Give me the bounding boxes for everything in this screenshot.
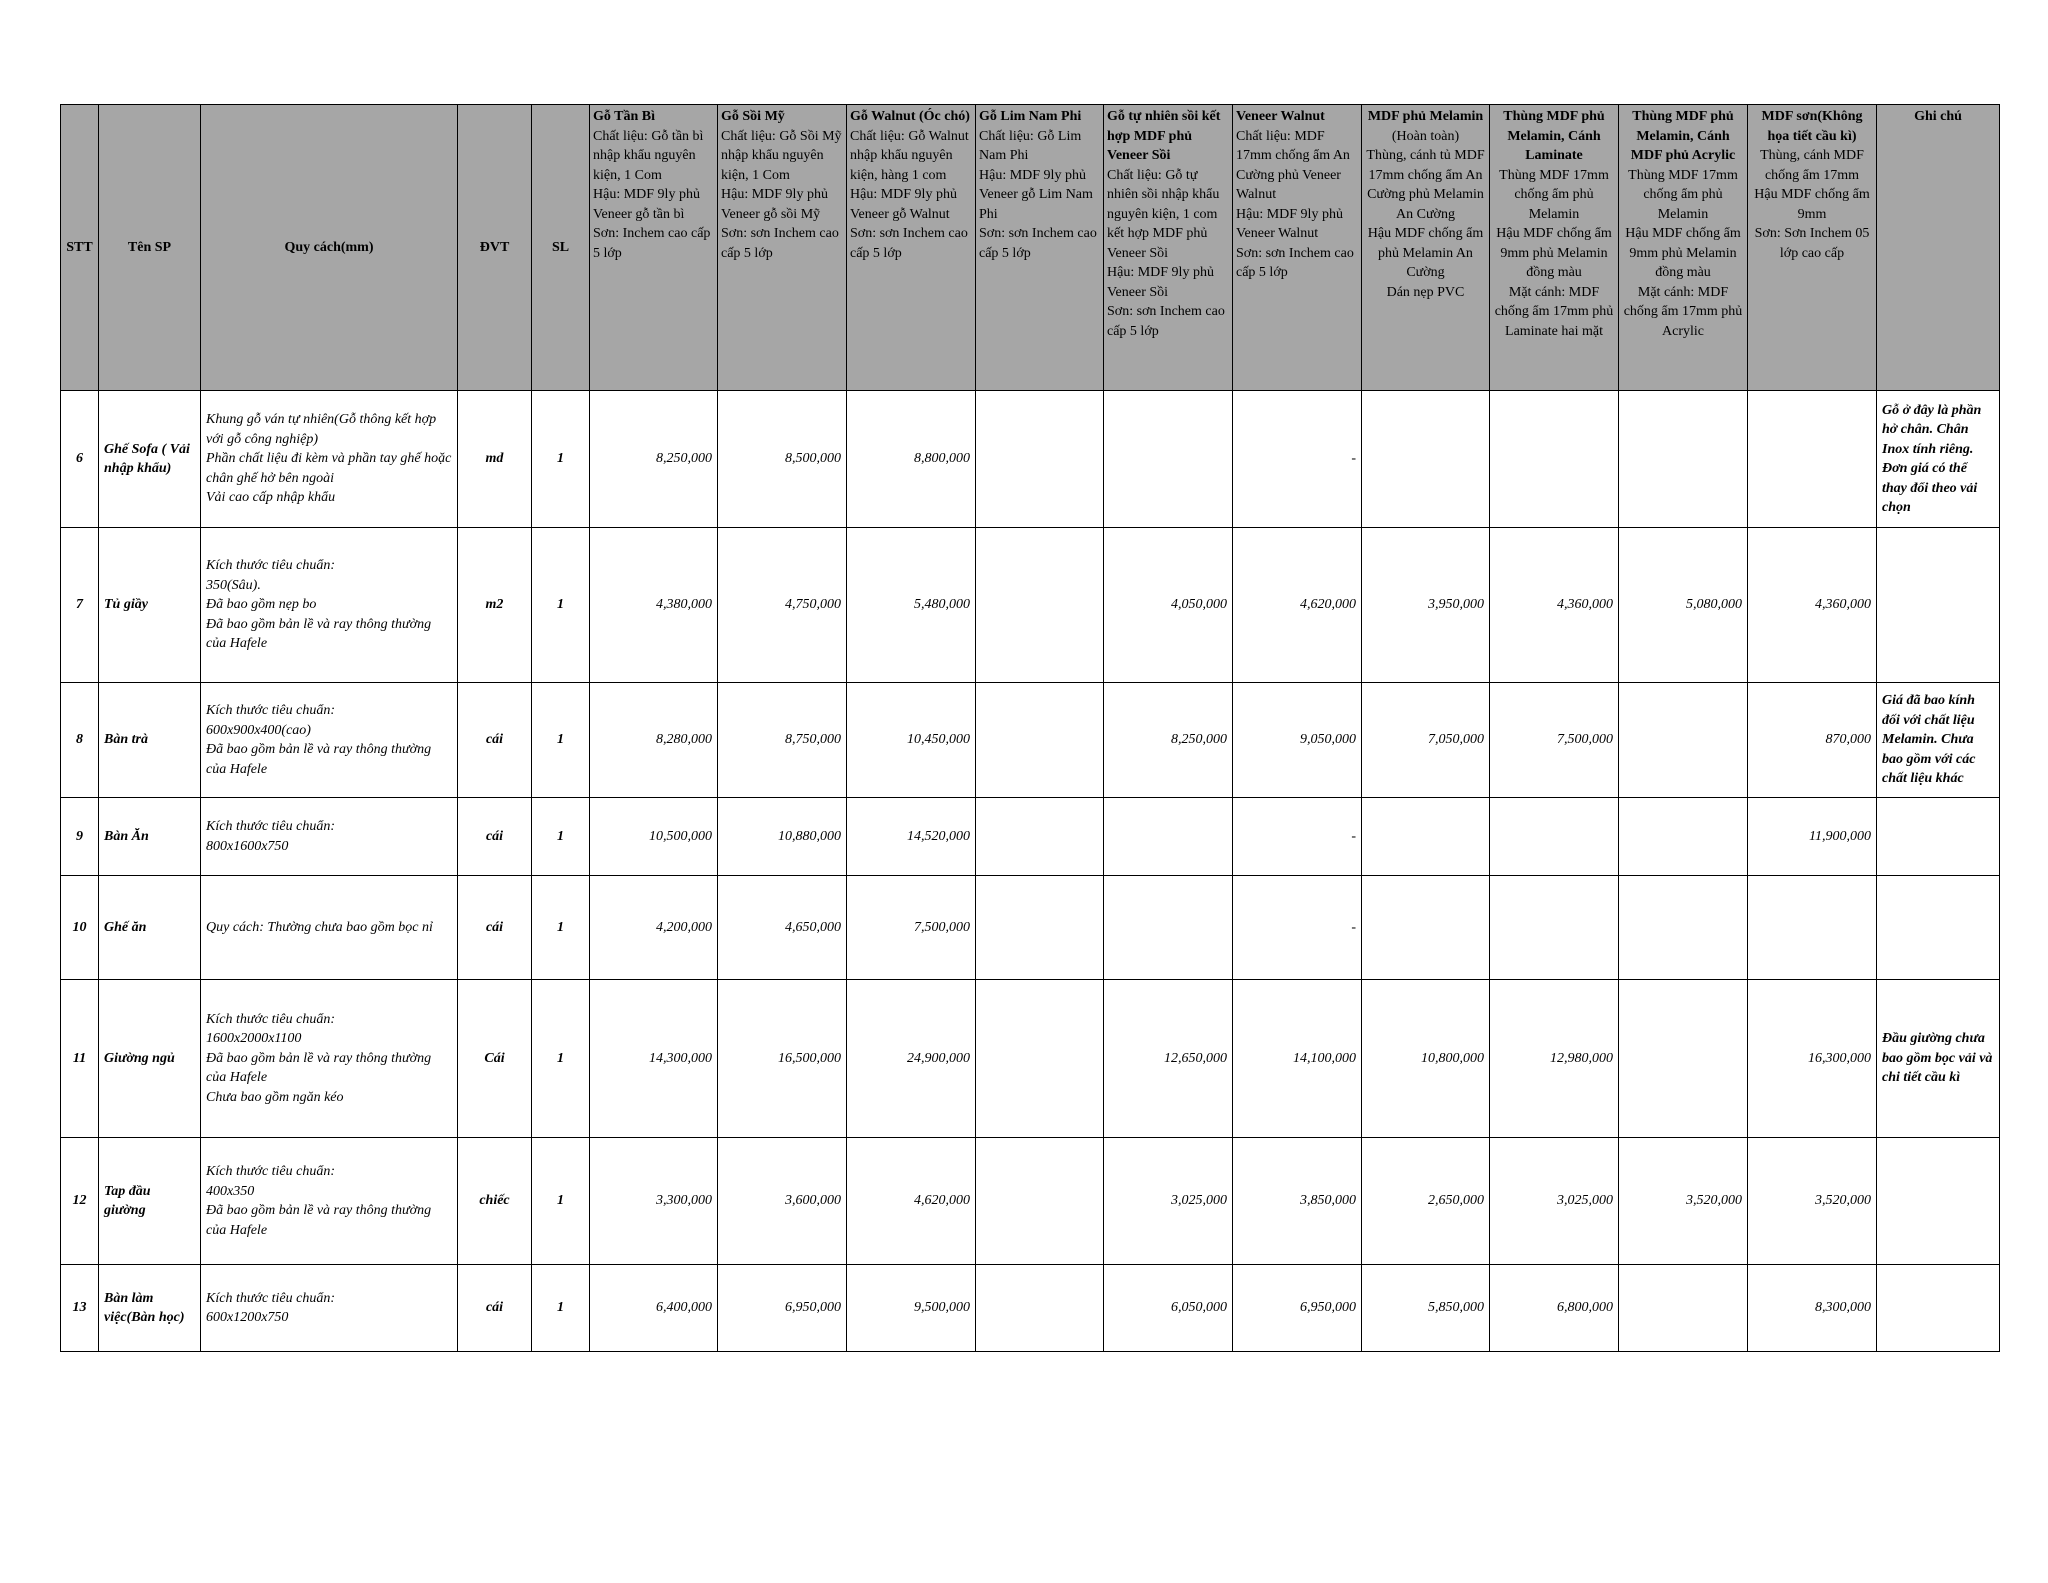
row-note [1877,1138,2000,1265]
row-note [1877,1265,2000,1352]
row-note [1877,876,2000,980]
row-price-4 [976,876,1104,980]
row-price-1: 14,300,000 [590,980,718,1138]
row-spec: Quy cách: Thường chưa bao gồm bọc nỉ [201,876,458,980]
header-material-name: Gỗ Sồi Mỹ [721,109,785,124]
row-price-4 [976,1265,1104,1352]
row-price-7: 5,850,000 [1362,1265,1490,1352]
row-unit: cái [458,683,532,798]
row-product-name: Tủ giầy [99,528,201,683]
row-price-10: 8,300,000 [1748,1265,1877,1352]
row-price-2: 6,950,000 [718,1265,847,1352]
row-price-1: 8,280,000 [590,683,718,798]
row-price-3: 8,800,000 [847,391,976,528]
row-price-6: - [1233,391,1362,528]
header-material-desc: Thùng MDF 17mm chống ẩm phủ Melamin Hậu MDF chống ẩm 9mm phủ Melamin đồng màu Mặt cánh: MDF chống ẩm 17mm phủ Laminate hai mặt [1494,167,1614,339]
row-product-name: Giường ngủ [99,980,201,1138]
row-price-3: 7,500,000 [847,876,976,980]
row-price-3: 5,480,000 [847,528,976,683]
header-material-name: Gỗ Tần Bì [593,109,655,124]
row-price-1: 6,400,000 [590,1265,718,1352]
header-material-name: MDF sơn(Không họa tiết cầu kì) [1761,109,1863,144]
row-unit: md [458,391,532,528]
row-price-9 [1619,391,1748,528]
row-price-10: 16,300,000 [1748,980,1877,1138]
price-table [60,104,2000,1352]
row-product-name: Bàn làm việc(Bàn học) [99,1265,201,1352]
row-stt: 12 [61,1138,99,1265]
header-note: Ghi chú [1877,105,2000,391]
row-qty: 1 [532,1138,590,1265]
row-spec: Kích thước tiêu chuẩn: 600x1200x750 [201,1265,458,1352]
row-product-name: Tap đầu giường [99,1138,201,1265]
row-price-10: 11,900,000 [1748,798,1877,876]
row-price-8 [1490,876,1619,980]
row-price-7: 7,050,000 [1362,683,1490,798]
row-qty: 1 [532,876,590,980]
header-material-6 [1233,105,1362,391]
row-product-name: Bàn trà [99,683,201,798]
header-material-1 [590,105,718,391]
row-price-3: 10,450,000 [847,683,976,798]
row-price-1: 4,380,000 [590,528,718,683]
row-price-5 [1104,391,1233,528]
row-price-3: 9,500,000 [847,1265,976,1352]
header-unit: ĐVT [458,105,532,391]
row-unit: cái [458,1265,532,1352]
row-price-6: - [1233,798,1362,876]
row-stt: 10 [61,876,99,980]
table-row [61,798,2000,876]
row-product-name: Bàn Ăn [99,798,201,876]
row-price-7: 10,800,000 [1362,980,1490,1138]
row-note: Gỗ ở đây là phần hở chân. Chân Inox tính riêng. Đơn giá có thể thay đổi theo vải chọn [1877,391,2000,528]
row-price-2: 3,600,000 [718,1138,847,1265]
row-stt: 13 [61,1265,99,1352]
row-stt: 7 [61,528,99,683]
row-price-6: 6,950,000 [1233,1265,1362,1352]
row-price-2: 10,880,000 [718,798,847,876]
row-price-7: 2,650,000 [1362,1138,1490,1265]
header-material-name: Veneer Walnut [1236,109,1325,124]
row-price-2: 16,500,000 [718,980,847,1138]
header-material-9 [1619,105,1748,391]
row-price-1: 8,250,000 [590,391,718,528]
header-material-name: Gỗ Lim Nam Phi [979,109,1082,124]
row-price-8 [1490,798,1619,876]
header-material-4 [976,105,1104,391]
row-price-5: 3,025,000 [1104,1138,1233,1265]
header-material-desc: Chất liệu: Gỗ Sồi Mỹ nhập khẩu nguyên kiện, 1 Com Hậu: MDF 9ly phủ Veneer gỗ sồi Mỹ Sơn: sơn Inchem cao cấp 5 lớp [721,128,842,261]
header-stt: STT [61,105,99,391]
table-row [61,528,2000,683]
row-spec: Kích thước tiêu chuẩn: 800x1600x750 [201,798,458,876]
header-material-desc: (Hoàn toàn) Thùng, cánh tủ MDF 17mm chống ẩm An Cường phủ Melamin An Cường Hậu MDF chống ẩm phủ Melamin An Cường Dán nẹp PVC [1366,128,1485,300]
row-stt: 8 [61,683,99,798]
table-row [61,683,2000,798]
row-price-9: 3,520,000 [1619,1138,1748,1265]
row-price-1: 10,500,000 [590,798,718,876]
row-price-10 [1748,876,1877,980]
row-price-2: 4,650,000 [718,876,847,980]
row-stt: 11 [61,980,99,1138]
row-price-7: 3,950,000 [1362,528,1490,683]
row-price-2: 8,750,000 [718,683,847,798]
row-qty: 1 [532,798,590,876]
header-material-5 [1104,105,1233,391]
row-price-10: 870,000 [1748,683,1877,798]
row-price-8: 12,980,000 [1490,980,1619,1138]
table-row [61,876,2000,980]
header-product-name: Tên SP [99,105,201,391]
row-stt: 9 [61,798,99,876]
row-price-7 [1362,798,1490,876]
row-note: Đầu giường chưa bao gồm bọc vải và chi tiết cầu kì [1877,980,2000,1138]
header-material-desc: Chất liệu: Gỗ tần bì nhập khẩu nguyên kiện, 1 Com Hậu: MDF 9ly phủ Veneer gỗ tần bì Sơn: Inchem cao cấp 5 lớp [593,128,711,261]
row-price-9: 5,080,000 [1619,528,1748,683]
row-price-6: - [1233,876,1362,980]
row-product-name: Ghế Sofa ( Vải nhập khẩu) [99,391,201,528]
header-spec: Quy cách(mm) [201,105,458,391]
row-price-4 [976,391,1104,528]
row-price-10 [1748,391,1877,528]
row-price-6: 14,100,000 [1233,980,1362,1138]
row-price-7 [1362,391,1490,528]
header-material-desc: Chất liệu: MDF 17mm chống ẩm An Cường phủ Veneer Walnut Hậu: MDF 9ly phủ Veneer Walnut Sơn: sơn Inchem cao cấp 5 lớp [1236,128,1354,280]
row-price-4 [976,683,1104,798]
row-price-5: 12,650,000 [1104,980,1233,1138]
header-material-7 [1362,105,1490,391]
row-price-9 [1619,1265,1748,1352]
header-row [61,105,2000,391]
row-price-6: 9,050,000 [1233,683,1362,798]
row-qty: 1 [532,528,590,683]
header-qty: SL [532,105,590,391]
row-spec: Khung gỗ ván tự nhiên(Gỗ thông kết hợp với gỗ công nghiệp) Phần chất liệu đi kèm và phần tay ghế hoặc chân ghế hở bên ngoài Vải cao cấp nhập khẩu [201,391,458,528]
row-price-4 [976,980,1104,1138]
row-price-9 [1619,798,1748,876]
row-unit: cái [458,876,532,980]
header-material-name: Gỗ tự nhiên sồi kết hợp MDF phủ Veneer Sồi [1107,109,1221,163]
row-qty: 1 [532,980,590,1138]
row-unit: cái [458,798,532,876]
row-price-8 [1490,391,1619,528]
table-row [61,1265,2000,1352]
row-qty: 1 [532,683,590,798]
row-unit: Cái [458,980,532,1138]
row-spec: Kích thước tiêu chuẩn: 600x900x400(cao) Đã bao gồm bản lề và ray thông thường của Hafele [201,683,458,798]
row-price-9 [1619,683,1748,798]
row-price-1: 4,200,000 [590,876,718,980]
header-material-desc: Chất liệu: Gỗ Lim Nam Phi Hậu: MDF 9ly phủ Veneer gỗ Lim Nam Phi Sơn: sơn Inchem cao cấp 5 lớp [979,128,1097,261]
table-row [61,1138,2000,1265]
header-material-desc: Chất liệu: Gỗ Walnut nhập khẩu nguyên kiện, hàng 1 com Hậu: MDF 9ly phủ Veneer gỗ Walnut Sơn: sơn Inchem cao cấp 5 lớp [850,128,969,261]
header-material-name: MDF phủ Melamin [1367,109,1484,124]
table-body [61,391,2000,1352]
header-material-3 [847,105,976,391]
header-material-8 [1490,105,1619,391]
row-price-5: 4,050,000 [1104,528,1233,683]
row-price-5: 6,050,000 [1104,1265,1233,1352]
table-row [61,980,2000,1138]
row-price-3: 14,520,000 [847,798,976,876]
row-price-10: 3,520,000 [1748,1138,1877,1265]
row-price-3: 24,900,000 [847,980,976,1138]
table-row [61,391,2000,528]
row-stt: 6 [61,391,99,528]
row-note [1877,528,2000,683]
row-price-8: 6,800,000 [1490,1265,1619,1352]
row-unit: chiếc [458,1138,532,1265]
row-price-4 [976,528,1104,683]
header-material-10 [1748,105,1877,391]
row-price-9 [1619,876,1748,980]
header-material-desc: Thùng, cánh MDF chống ẩm 17mm Hậu MDF chống ẩm 9mm Sơn: Sơn Inchem 05 lớp cao cấp [1754,148,1870,261]
row-price-10: 4,360,000 [1748,528,1877,683]
row-price-2: 8,500,000 [718,391,847,528]
row-price-6: 3,850,000 [1233,1138,1362,1265]
row-spec: Kích thước tiêu chuẩn: 400x350 Đã bao gồm bản lề và ray thông thường của Hafele [201,1138,458,1265]
header-material-desc: Chất liệu: Gỗ tự nhiên sồi nhập khẩu nguyên kiện, 1 com kết hợp MDF phủ Veneer Sồi Hậu: MDF 9ly phủ Veneer Sồi Sơn: sơn Inchem cao cấp 5 lớp [1107,167,1225,339]
row-price-8: 4,360,000 [1490,528,1619,683]
row-price-4 [976,1138,1104,1265]
row-qty: 1 [532,391,590,528]
row-spec: Kích thước tiêu chuẩn: 350(Sâu). Đã bao gồm nẹp bo Đã bao gồm bản lề và ray thông thường của Hafele [201,528,458,683]
row-note: Giá đã bao kính đối với chất liệu Melamin. Chưa bao gồm với các chất liệu khác [1877,683,2000,798]
row-price-8: 3,025,000 [1490,1138,1619,1265]
header-material-name: Gỗ Walnut (Óc chó) [850,109,970,124]
row-price-5 [1104,876,1233,980]
header-material-2 [718,105,847,391]
row-price-3: 4,620,000 [847,1138,976,1265]
row-unit: m2 [458,528,532,683]
row-price-5 [1104,798,1233,876]
row-price-4 [976,798,1104,876]
row-price-5: 8,250,000 [1104,683,1233,798]
row-price-7 [1362,876,1490,980]
header-material-desc: Thùng MDF 17mm chống ẩm phủ Melamin Hậu MDF chống ẩm 9mm phủ Melamin đồng màu Mặt cánh: MDF chống ẩm 17mm phủ Acrylic [1623,167,1743,339]
header-material-name: Thùng MDF phủ Melamin, Cánh MDF phủ Acrylic [1630,109,1736,163]
header-material-name: Thùng MDF phủ Melamin, Cánh Laminate [1503,109,1605,163]
row-price-8: 7,500,000 [1490,683,1619,798]
row-note [1877,798,2000,876]
row-product-name: Ghế ăn [99,876,201,980]
row-price-2: 4,750,000 [718,528,847,683]
row-price-9 [1619,980,1748,1138]
row-price-1: 3,300,000 [590,1138,718,1265]
row-price-6: 4,620,000 [1233,528,1362,683]
row-qty: 1 [532,1265,590,1352]
row-spec: Kích thước tiêu chuẩn: 1600x2000x1100 Đã bao gồm bản lề và ray thông thường của Hafele Chưa bao gồm ngăn kéo [201,980,458,1138]
